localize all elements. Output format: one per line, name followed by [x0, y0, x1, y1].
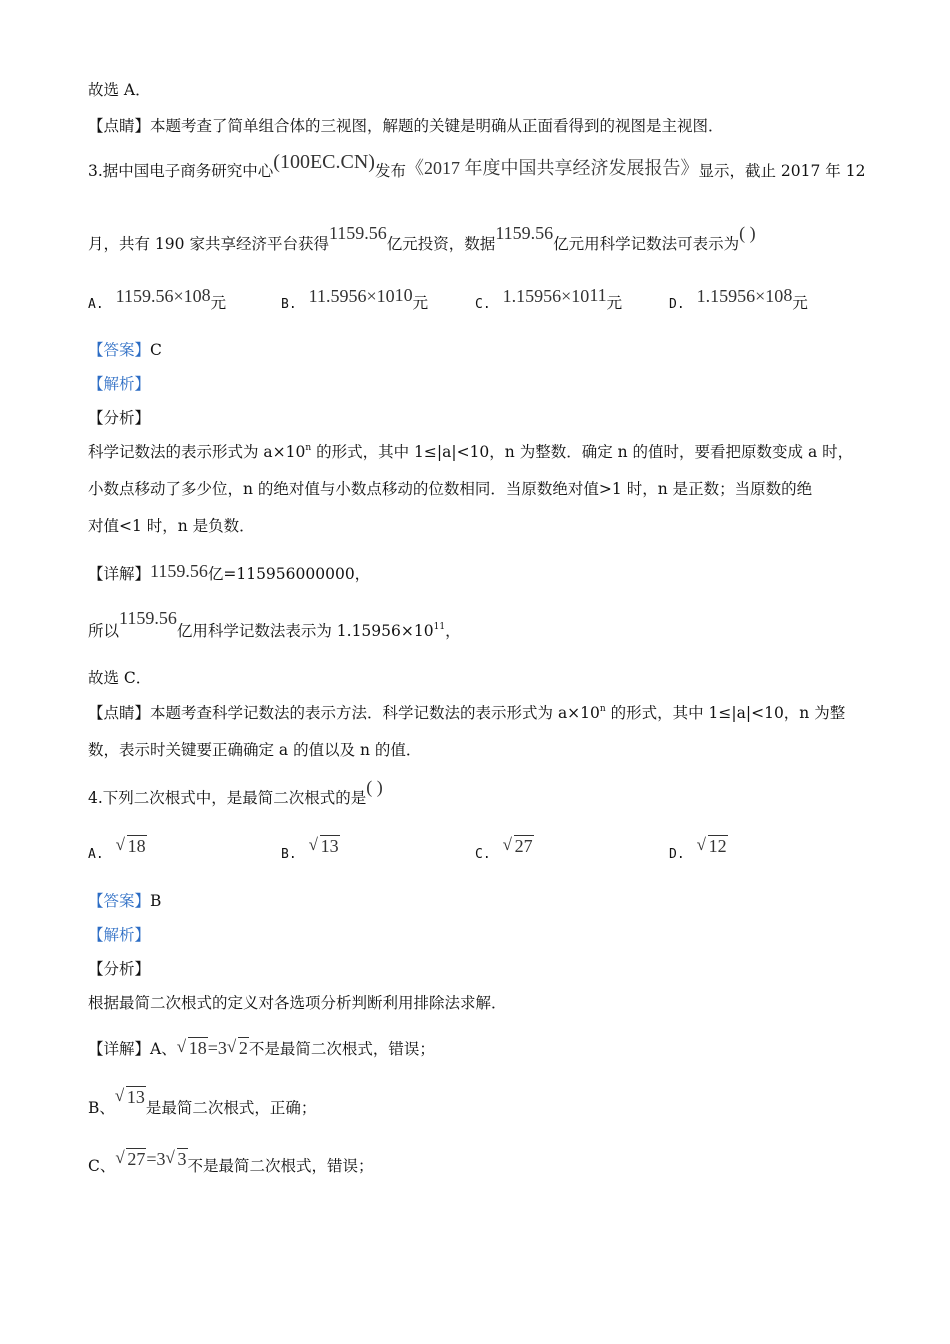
- sqrt-expression: [697, 836, 728, 856]
- remark-line: [88, 116, 724, 136]
- q3-fenxi-line-2: 小数点移动了多少位，n 的绝对值与小数点移动的位数相同．当原数绝对值>1 时，n 是正数；当原数的绝: [88, 480, 813, 498]
- q4-answer-blank: ( ): [366, 777, 383, 797]
- radicand: 12: [708, 836, 727, 856]
- detail-text: 亿=115956000000，: [207, 565, 371, 583]
- text: 不是最简二次根式，错误；: [248, 1040, 435, 1058]
- option-label: A.: [88, 847, 104, 862]
- text: C、: [88, 1157, 116, 1175]
- q4-detail-b: [88, 1087, 317, 1118]
- text: 的形式，其中 1≤|a|<10，n 为整数．确定 n 的值时，要看把原数变成 a 时，: [311, 443, 854, 461]
- sqrt-expression: [309, 836, 340, 856]
- radicand: 27: [127, 1149, 146, 1169]
- remark-tag: 【点睛】: [88, 704, 151, 722]
- option-label: C.: [475, 297, 491, 312]
- option-label: B.: [281, 847, 297, 862]
- q3-text-2a: 月，共有 190 家共享经济平台获得: [88, 235, 329, 253]
- question-3-line-1: [88, 151, 866, 181]
- option-label: C.: [475, 847, 491, 862]
- q4-option-a[interactable]: [88, 836, 147, 865]
- text: 科学记数法的表示形式为 a×10: [88, 443, 306, 461]
- option-mantissa: 11.5956×10: [308, 286, 395, 306]
- q4-fenxi-line-1: 根据最简二次根式的定义对各选项分析判断利用排除法求解．: [88, 994, 507, 1012]
- q3-so-line: [88, 608, 461, 641]
- option-unit: 元: [412, 294, 429, 312]
- q3-answer-line: [88, 340, 162, 360]
- q3-text-e: 显示，截止 2017 年 12: [698, 162, 866, 180]
- text: 所以: [88, 622, 120, 640]
- option-exponent: 10: [394, 285, 413, 305]
- option-mantissa: 1.15956×10: [502, 286, 590, 306]
- sqrt-expression: [166, 1149, 188, 1169]
- exponent: n: [305, 443, 312, 453]
- q4-option-c[interactable]: [475, 836, 534, 865]
- radicand: 18: [127, 836, 146, 856]
- q3-option-c[interactable]: [475, 285, 623, 315]
- question-4-line: [88, 777, 383, 808]
- q3-choose-line: 故选 C．: [88, 669, 152, 687]
- q3-option-b[interactable]: [281, 285, 429, 315]
- equals: =3: [146, 1149, 166, 1169]
- text: 本题考查科学记数法的表示方法．科学记数法的表示形式为 a×10: [150, 704, 600, 722]
- sqrt-expression: [115, 1087, 146, 1107]
- q3-analysis-tag: 【解析】: [88, 375, 151, 393]
- q3-fenxi-line-3: 对值<1 时，n 是负数．: [88, 517, 255, 535]
- remark-tag: 【点睛】: [88, 117, 151, 135]
- equals: =3: [207, 1038, 227, 1058]
- q3-remark-line-2: 数，表示时关键要正确确定 a 的值以及 n 的值．: [88, 741, 422, 759]
- sqrt-expression: [115, 1149, 146, 1169]
- option-mantissa: 1.15956×10: [696, 286, 784, 306]
- conclusion-line: 故选 A．: [88, 81, 151, 99]
- radicand: 3: [177, 1149, 187, 1169]
- remark-text: 本题考查了简单组合体的三视图，解题的关键是明确从正面看得到的视图是主视图．: [150, 117, 724, 135]
- text: ，: [445, 622, 461, 640]
- q3-answer-blank: ( ): [739, 223, 756, 243]
- q4-answer-line: [88, 891, 161, 911]
- q4-fenxi-tag: 【分析】: [88, 960, 151, 978]
- q3-text-2c: 亿元投资，数据: [386, 235, 496, 253]
- q4-option-d[interactable]: [669, 836, 728, 865]
- radicand: 2: [238, 1038, 248, 1058]
- option-unit: 元: [210, 294, 227, 312]
- radicand: 18: [188, 1038, 207, 1058]
- q3-report-title: 《2017 年度中国共享经济发展报告》: [405, 158, 699, 178]
- radicand: 27: [514, 836, 533, 856]
- q4-detail-c: [88, 1149, 374, 1176]
- option-label: D.: [669, 297, 685, 312]
- q3-option-d[interactable]: [669, 285, 808, 315]
- q3-source: (100EC.CN): [273, 151, 375, 173]
- q4-detail-a: [88, 1038, 435, 1059]
- answer-tag: 【答案】: [88, 341, 151, 359]
- q3-amount-1: 1159.56: [328, 223, 387, 243]
- answer-tag: 【答案】: [88, 892, 151, 910]
- option-label: B.: [281, 297, 297, 312]
- option-exponent: 8: [783, 285, 793, 305]
- detail-tag: 【详解】: [88, 565, 151, 583]
- sqrt-expression: [116, 836, 147, 856]
- radicand: 13: [126, 1087, 145, 1107]
- option-unit: 元: [606, 294, 623, 312]
- q3-text-c: 发布: [374, 162, 406, 180]
- radicand: 13: [320, 836, 339, 856]
- text: A、: [150, 1040, 177, 1058]
- option-mantissa: 1159.56×10: [115, 286, 202, 306]
- q3-text-2e: 亿元用科学记数法可表示为: [553, 235, 740, 253]
- sqrt-expression: [177, 1038, 208, 1058]
- answer-value: B: [150, 892, 162, 910]
- q4-option-b[interactable]: [281, 836, 340, 865]
- number: 1159.56: [119, 608, 177, 628]
- sqrt-expression: [227, 1038, 249, 1058]
- option-label: A.: [88, 297, 104, 312]
- exponent: n: [599, 704, 606, 714]
- q3-option-a[interactable]: [88, 285, 227, 315]
- text: 不是最简二次根式，错误；: [187, 1157, 374, 1175]
- q4-text: 4.下列二次根式中，是最简二次根式的是: [88, 789, 367, 807]
- option-unit: 元: [792, 294, 808, 312]
- q3-remark-line-1: [88, 703, 845, 723]
- exponent: 11: [433, 622, 446, 632]
- option-exponent: 8: [201, 285, 211, 305]
- q3-fenxi-line-1: [88, 442, 853, 462]
- question-3-line-2: [88, 223, 756, 254]
- option-exponent: 11: [589, 285, 607, 305]
- detail-number: 1159.56: [150, 561, 208, 581]
- text: 亿用科学记数法表示为 1.15956×10: [176, 622, 434, 640]
- text: 是最简二次根式，正确；: [145, 1099, 317, 1117]
- text: B、: [88, 1099, 115, 1117]
- answer-value: C: [150, 341, 162, 359]
- text: 的形式，其中 1≤|a|<10，n 为整: [605, 704, 846, 722]
- option-label: D.: [669, 847, 685, 862]
- q3-amount-2: 1159.56: [495, 223, 554, 243]
- q3-fenxi-tag: 【分析】: [88, 409, 151, 427]
- detail-tag: 【详解】: [88, 1040, 151, 1058]
- sqrt-expression: [503, 836, 534, 856]
- q3-text-a: 3.据中国电子商务研究中心: [88, 162, 274, 180]
- q4-analysis-tag: 【解析】: [88, 926, 151, 944]
- q3-detail-line: [88, 563, 370, 584]
